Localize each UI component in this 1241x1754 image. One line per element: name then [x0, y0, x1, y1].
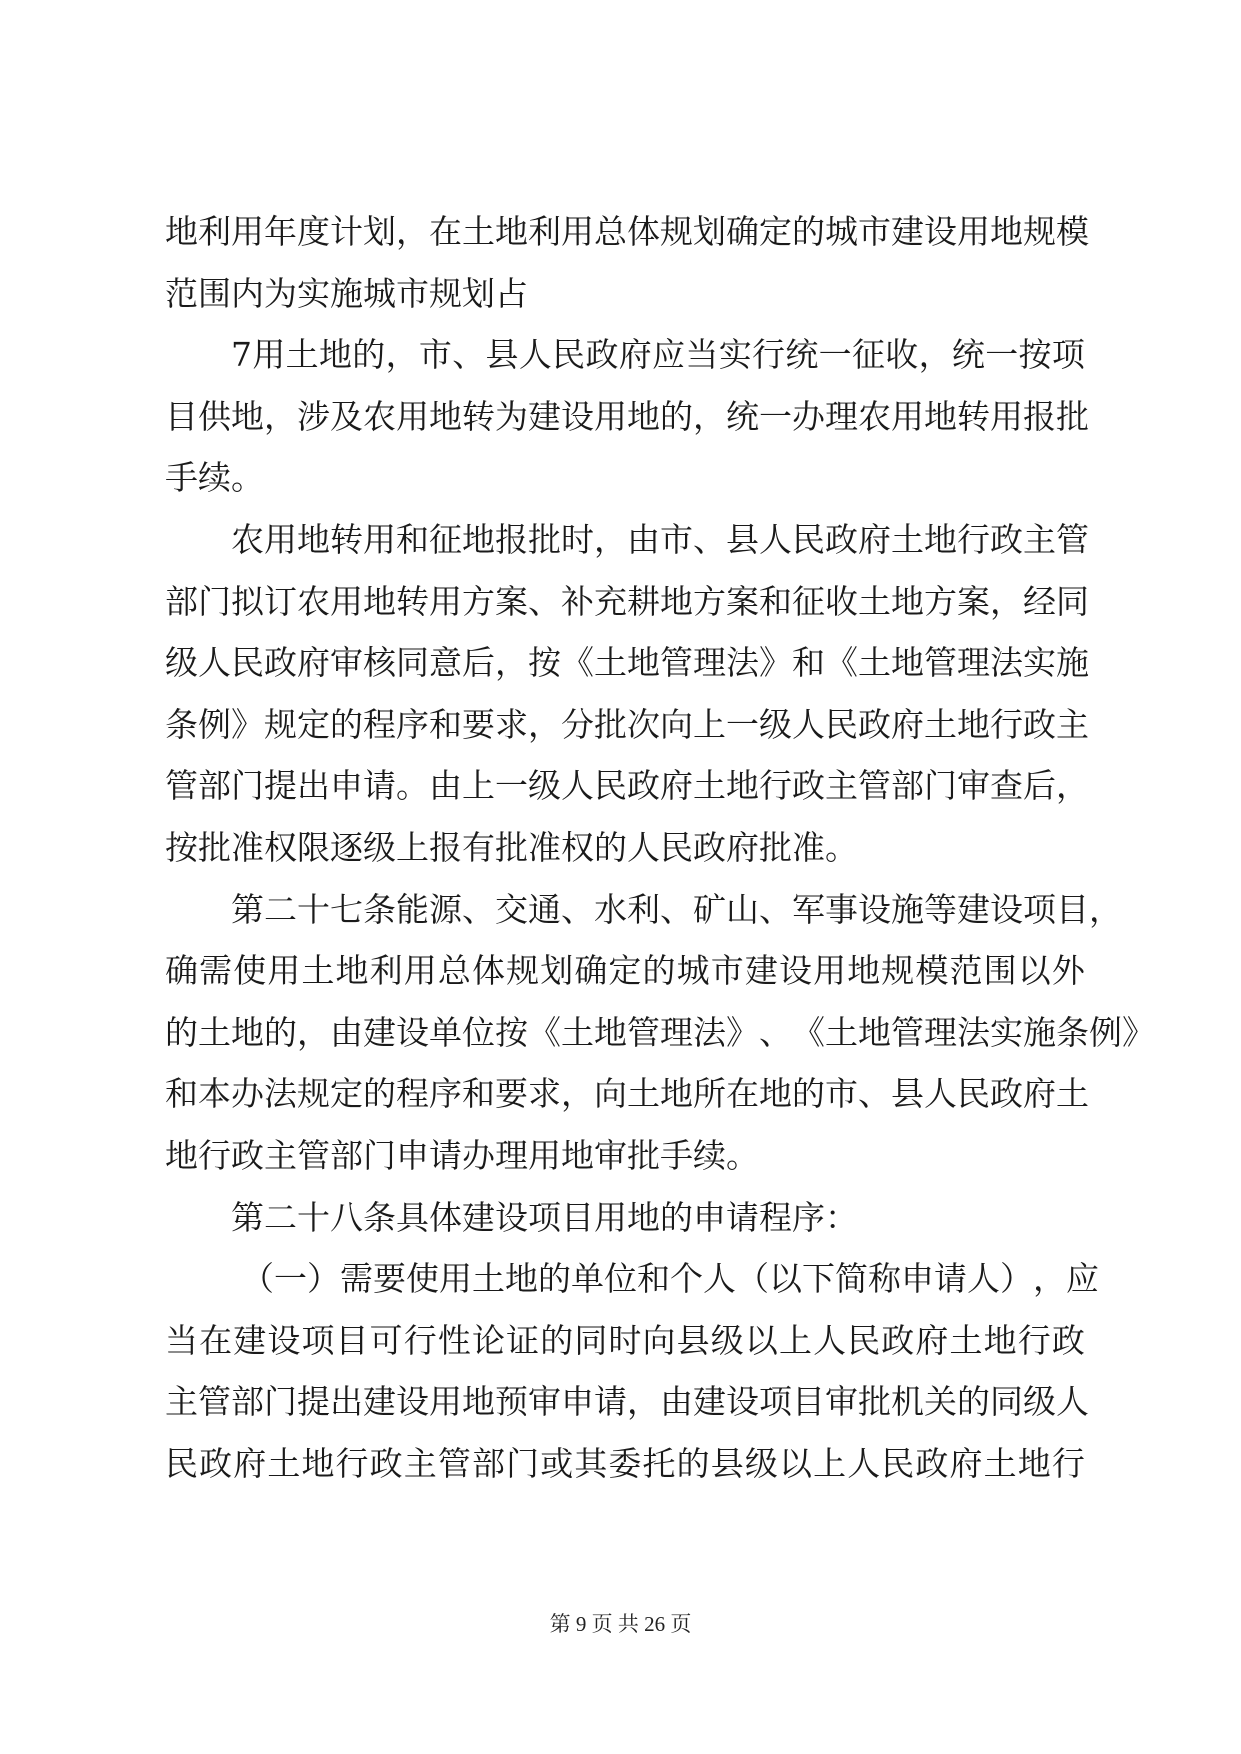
text-line: 农 用 地 转 用 和 征 地 报 批 时 ， 由 市 、 县 人 民 政 府 土 地 行 政 主 管 [231, 519, 1089, 559]
text-line: 第二十八条具体建设项目用地的申请程序： [231, 1197, 858, 1237]
text-line: 当 在 建 设 项 目 可 行 性 论 证 的 同 时 向 县 级 以 上 人 民 政 府 土 地 行 政 [165, 1320, 1085, 1360]
text-line: 第 二 十 七 条 能 源 、 交 通 、 水 利 、 矿 山 、 军 事 设 施 等 建 设 项 目 ， [231, 889, 1122, 929]
text-line: （ 一 ） 需 要 使 用 土 地 的 单 位 和 个 人 （ 以 下 简 称 申 请 人 ） ， 应 [241, 1259, 1099, 1299]
text-line: 7 用 土 地 的 ， 市 、 县 人 民 政 府 应 当 实 行 统 一 征 收 ， 统 一 按 项 [231, 335, 1085, 375]
text-line: 的 土 地 的 ， 由 建 设 单 位 按 《 土 地 管 理 法 》 、 《 土 地 管 理 法 实 施 条 例 》 [165, 1012, 1155, 1052]
text-line: 级 人 民 政 府 审 核 同 意 后 ， 按 《 土 地 管 理 法 》 和 《 土 地 管 理 法 实 施 [165, 643, 1089, 683]
text-line: 地行政主管部门申请办理用地审批手续。 [165, 1135, 759, 1175]
text-line: 和 本 办 法 规 定 的 程 序 和 要 求 ， 向 土 地 所 在 地 的 市 、 县 人 民 政 府 土 [165, 1074, 1089, 1114]
text-line: 管 部 门 提 出 申 请 。 由 上 一 级 人 民 政 府 土 地 行 政 主 管 部 门 审 查 后 ， [165, 766, 1089, 806]
text-line: 范围内为实施城市规划占 [165, 273, 528, 313]
text-line: 主 管 部 门 提 出 建 设 用 地 预 审 申 请 ， 由 建 设 项 目 审 批 机 关 的 同 级 人 [165, 1382, 1089, 1422]
document-body [165, 201, 1155, 1494]
text-line: 部 门 拟 订 农 用 地 转 用 方 案 、 补 充 耕 地 方 案 和 征 收 土 地 方 案 ， 经 同 [165, 581, 1089, 621]
text-line: 确 需 使 用 土 地 利 用 总 体 规 划 确 定 的 城 市 建 设 用 地 规 模 范 围 以 外 [165, 951, 1085, 991]
text-line: 民 政 府 土 地 行 政 主 管 部 门 或 其 委 托 的 县 级 以 上 人 民 政 府 土 地 行 [165, 1443, 1085, 1483]
page-footer: 第 9 页 共 26 页 [549, 1612, 692, 1636]
text-line: 条 例 》 规 定 的 程 序 和 要 求 ， 分 批 次 向 上 一 级 人 民 政 府 土 地 行 政 主 [165, 704, 1089, 744]
text-line: 按批准权限逐级上报有批准权的人民政府批准。 [165, 827, 858, 867]
text-line: 手续。 [165, 458, 264, 498]
text-line: 地 利 用 年 度 计 划 ， 在 土 地 利 用 总 体 规 划 确 定 的 城 市 建 设 用 地 规 模 [165, 212, 1089, 251]
text-line: 目 供 地 ， 涉 及 农 用 地 转 为 建 设 用 地 的 ， 统 一 办 理 农 用 地 转 用 报 批 [165, 396, 1089, 436]
